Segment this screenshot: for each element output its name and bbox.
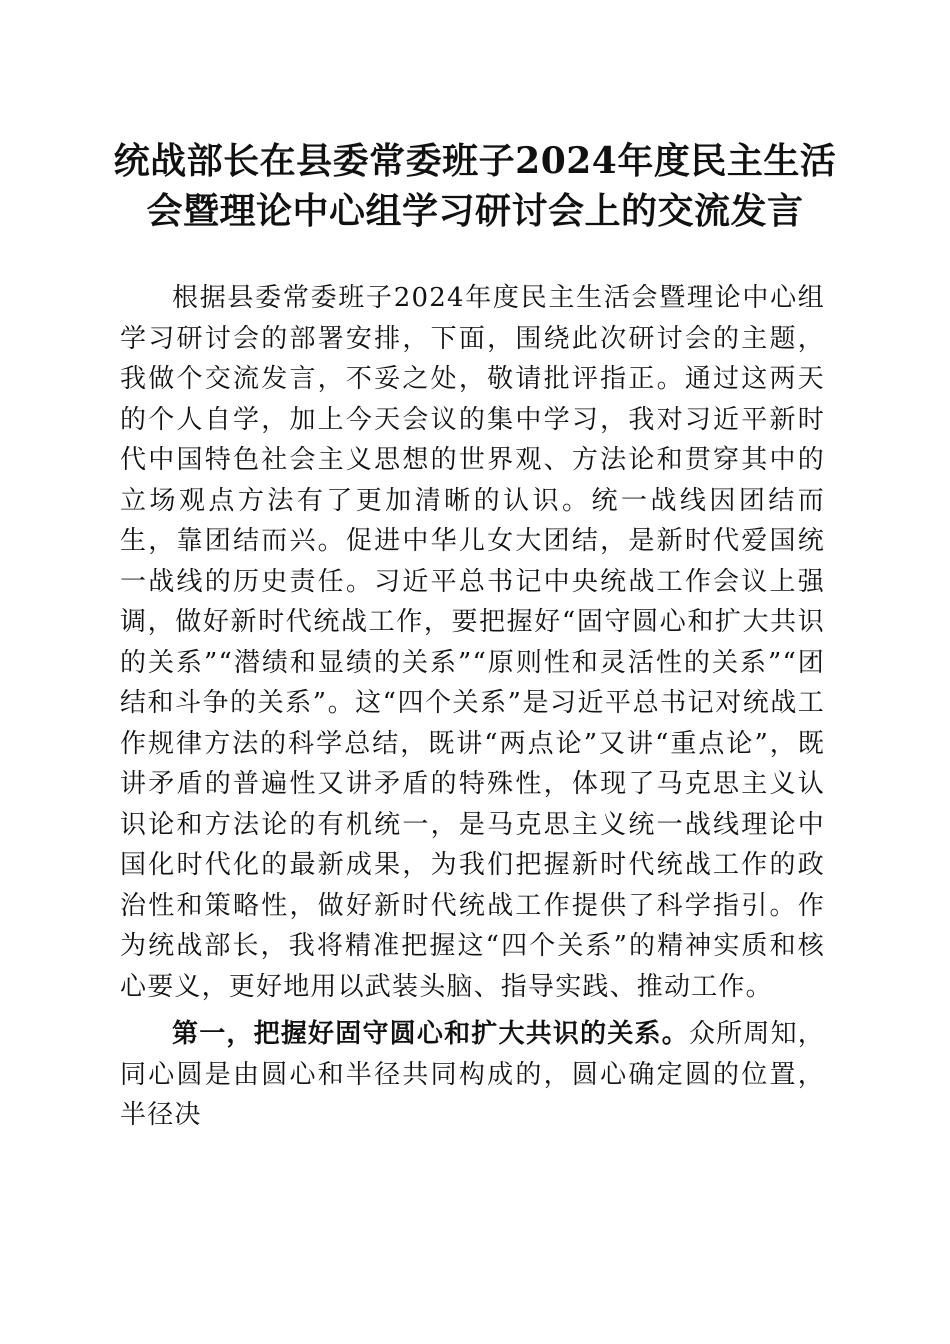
document-body [120,278,825,1136]
paragraph-intro-text: 根据县委常委班子2024年度民主生活会暨理论中心组学习研讨会的部署安排，下面，围绕此次研讨会的主题，我做个交流发言，不妥之处，敬请批评指正。通过这两天的个人自学，加上今天会议的集中学习，我对习近平新时代中国特色社会主义思想的世界观、方法论和贯穿其中的立场观点方法有了更加清晰的认识。统一战线因团结而生，靠团结而兴。促进中华儿女大团结，是新时代爱国统一战线的历史责任。习近平总书记中央统战工作会议上强调，做好新时代统战工作，要把握好“固守圆心和扩大共识的关系”“潜绩和显绩的关系”“原则性和灵活性的关系”“团结和斗争的关系”。这“四个关系”是习近平总书记对统战工作规律方法的科学总结，既讲“两点论”又讲“重点论”，既讲矛盾的普遍性又讲矛盾的特殊性，体现了马克思主义认识论和方法论的有机统一，是马克思主义统一战线理论中国化时代化的最新成果，为我们把握新时代统战工作的政治性和策略性，做好新时代统战工作提供了科学指引。作为统战部长，我将精准把握这“四个关系”的精神实质和核心要义，更好地用以武装头脑、指导实践、推动工作。 [120,283,825,1002]
paragraph-first-point [120,1014,825,1136]
paragraph-intro [120,278,825,1007]
title-line-1: 统战部长在县委常委班子2024年度民主生活 [113,140,837,182]
paragraph-first-point-text: 众所周知，同心圆是由圆心和半径共同构成的，圆心确定圆的位置，半径决 [120,1019,825,1130]
paragraph-first-point-heading: 第一，把握好固守圆心和扩大共识的关系。 [172,1019,689,1049]
document-title [100,136,850,236]
title-line-2: 会暨理论中心组学习研讨会上的交流发言 [146,190,804,232]
